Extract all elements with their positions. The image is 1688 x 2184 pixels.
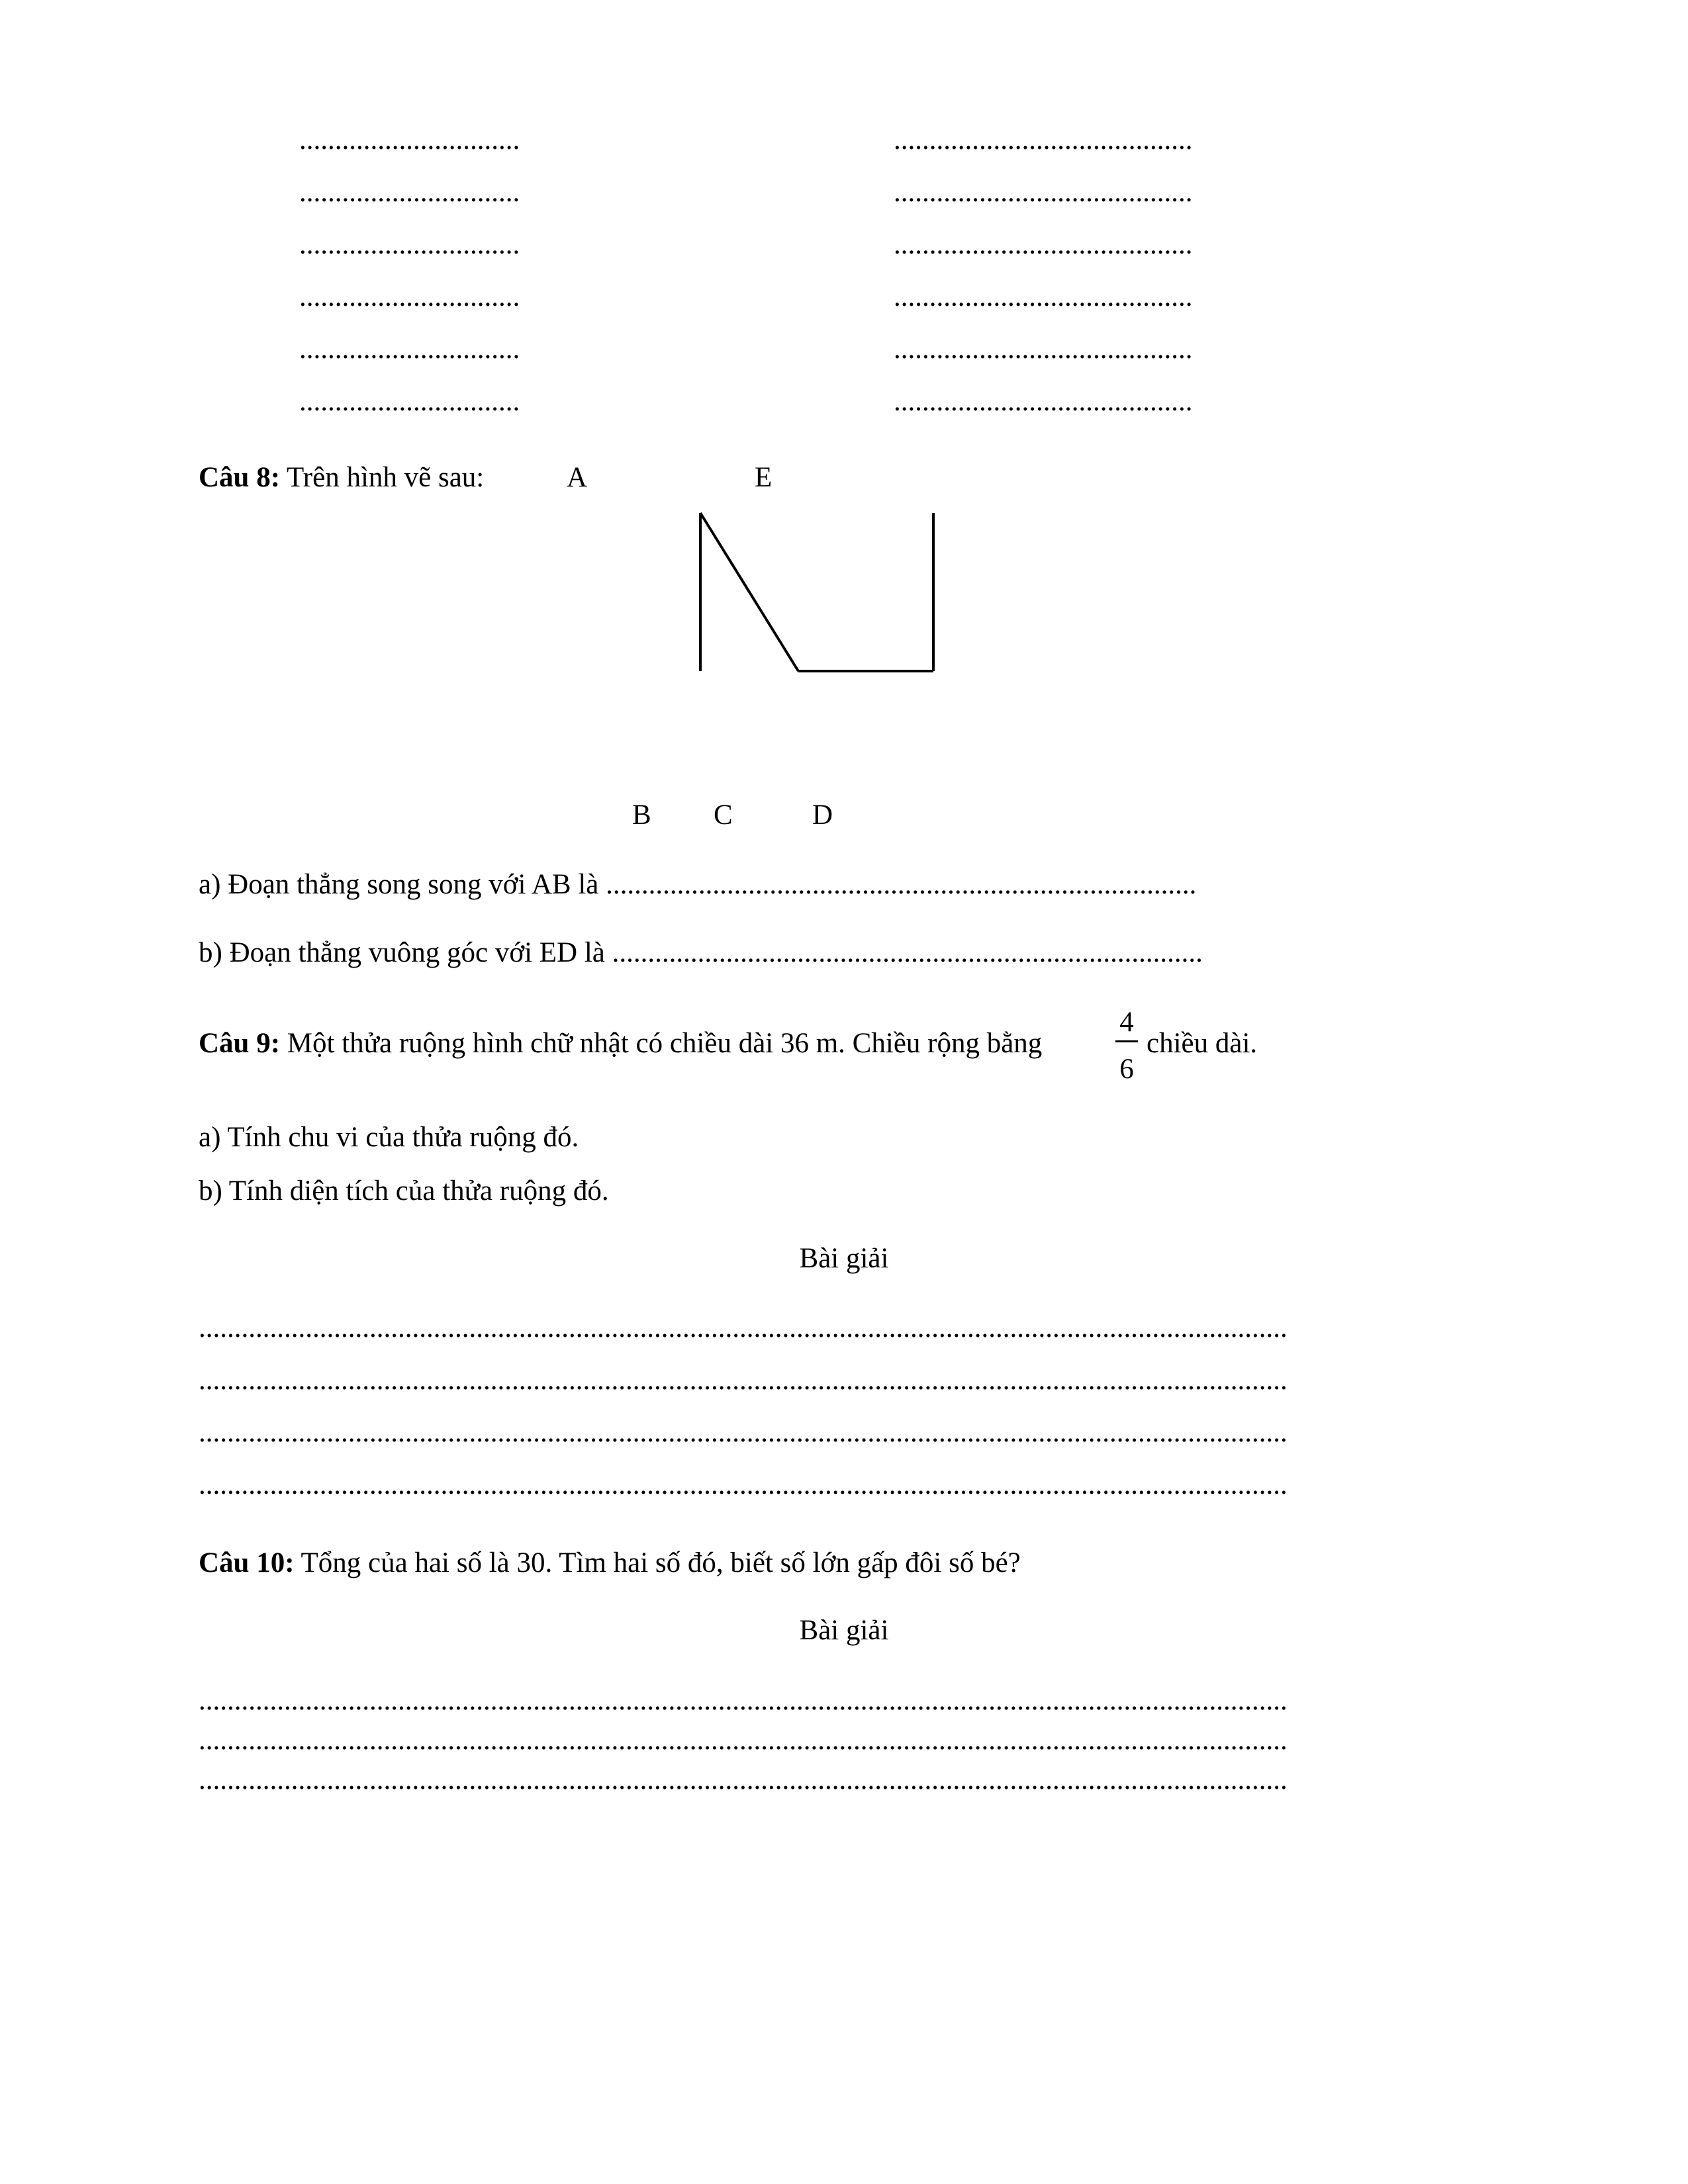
answer-dots-left-6: ............................... xyxy=(299,386,520,417)
q8-part-a: a) Đoạn thẳng song song với AB là ................................................................................... xyxy=(199,869,1197,900)
answer-dots-right-6: .......................................... xyxy=(894,386,1193,417)
q9-answer-line-2: ......................................................................................................................................................... xyxy=(199,1365,1288,1396)
point-label-b: B xyxy=(632,799,651,831)
answer-dots-right-2: .......................................... xyxy=(894,177,1193,208)
q8-part-b: b) Đoạn thẳng vuông góc với ED là ................................................................................... xyxy=(199,937,1203,968)
fraction-numerator: 4 xyxy=(1119,1007,1134,1038)
q9-answer-line-4: ......................................................................................................................................................... xyxy=(199,1469,1288,1500)
q10-answer-line-1: ......................................................................................................................................................... xyxy=(199,1685,1288,1716)
answer-dots-right-4: .......................................... xyxy=(894,281,1193,312)
q9-answer-line-3: ......................................................................................................................................................... xyxy=(199,1417,1288,1448)
q8-label: Câu 8: xyxy=(199,462,281,493)
answer-dots-left-5: ............................... xyxy=(299,334,520,365)
answer-dots-right-5: .......................................... xyxy=(894,334,1193,365)
q9-answer-line-1: ......................................................................................................................................................... xyxy=(199,1312,1288,1343)
q9-part-a: a) Tính chu vi của thửa ruộng đó. xyxy=(199,1122,579,1153)
q10-solution-title: Bài giải xyxy=(799,1615,889,1646)
q9-label: Câu 9: xyxy=(199,1028,281,1059)
q10-text: Tổng của hai số là 30. Tìm hai số đó, biết số lớn gấp đôi số bé? xyxy=(301,1547,1021,1578)
q8-text: Trên hình vẽ sau: xyxy=(287,462,485,493)
q10-heading xyxy=(199,1549,1021,1577)
q9-text-after: chiều dài. xyxy=(1147,1028,1258,1059)
q10-answer-line-3: ......................................................................................................................................................... xyxy=(199,1764,1288,1796)
point-label-d: D xyxy=(812,799,833,831)
answer-dots-left-3: ............................... xyxy=(299,229,520,260)
answer-dots-left-2: ............................... xyxy=(299,177,520,208)
answer-dots-left-1: ............................... xyxy=(299,124,520,156)
q9-part-b: b) Tính diện tích của thửa ruộng đó. xyxy=(199,1175,609,1206)
point-label-a: A xyxy=(567,462,588,493)
answer-dots-left-4: ............................... xyxy=(299,281,520,312)
fraction-bar xyxy=(1115,1040,1138,1042)
answer-dots-right-1: .......................................... xyxy=(894,124,1193,156)
q9-solution-title: Bài giải xyxy=(799,1243,889,1274)
q9-text: Một thửa ruộng hình chữ nhật có chiều dài 36 m. Chiều rộng bằng xyxy=(287,1028,1043,1059)
fraction-denominator: 6 xyxy=(1119,1054,1134,1085)
point-label-e: E xyxy=(755,462,773,493)
segment-ac xyxy=(700,513,798,671)
q10-answer-line-2: ......................................................................................................................................................... xyxy=(199,1725,1288,1756)
q10-label: Câu 10: xyxy=(199,1547,295,1578)
answer-dots-right-3: .......................................... xyxy=(894,229,1193,260)
point-label-c: C xyxy=(714,799,733,831)
q9-heading xyxy=(199,1029,1042,1058)
